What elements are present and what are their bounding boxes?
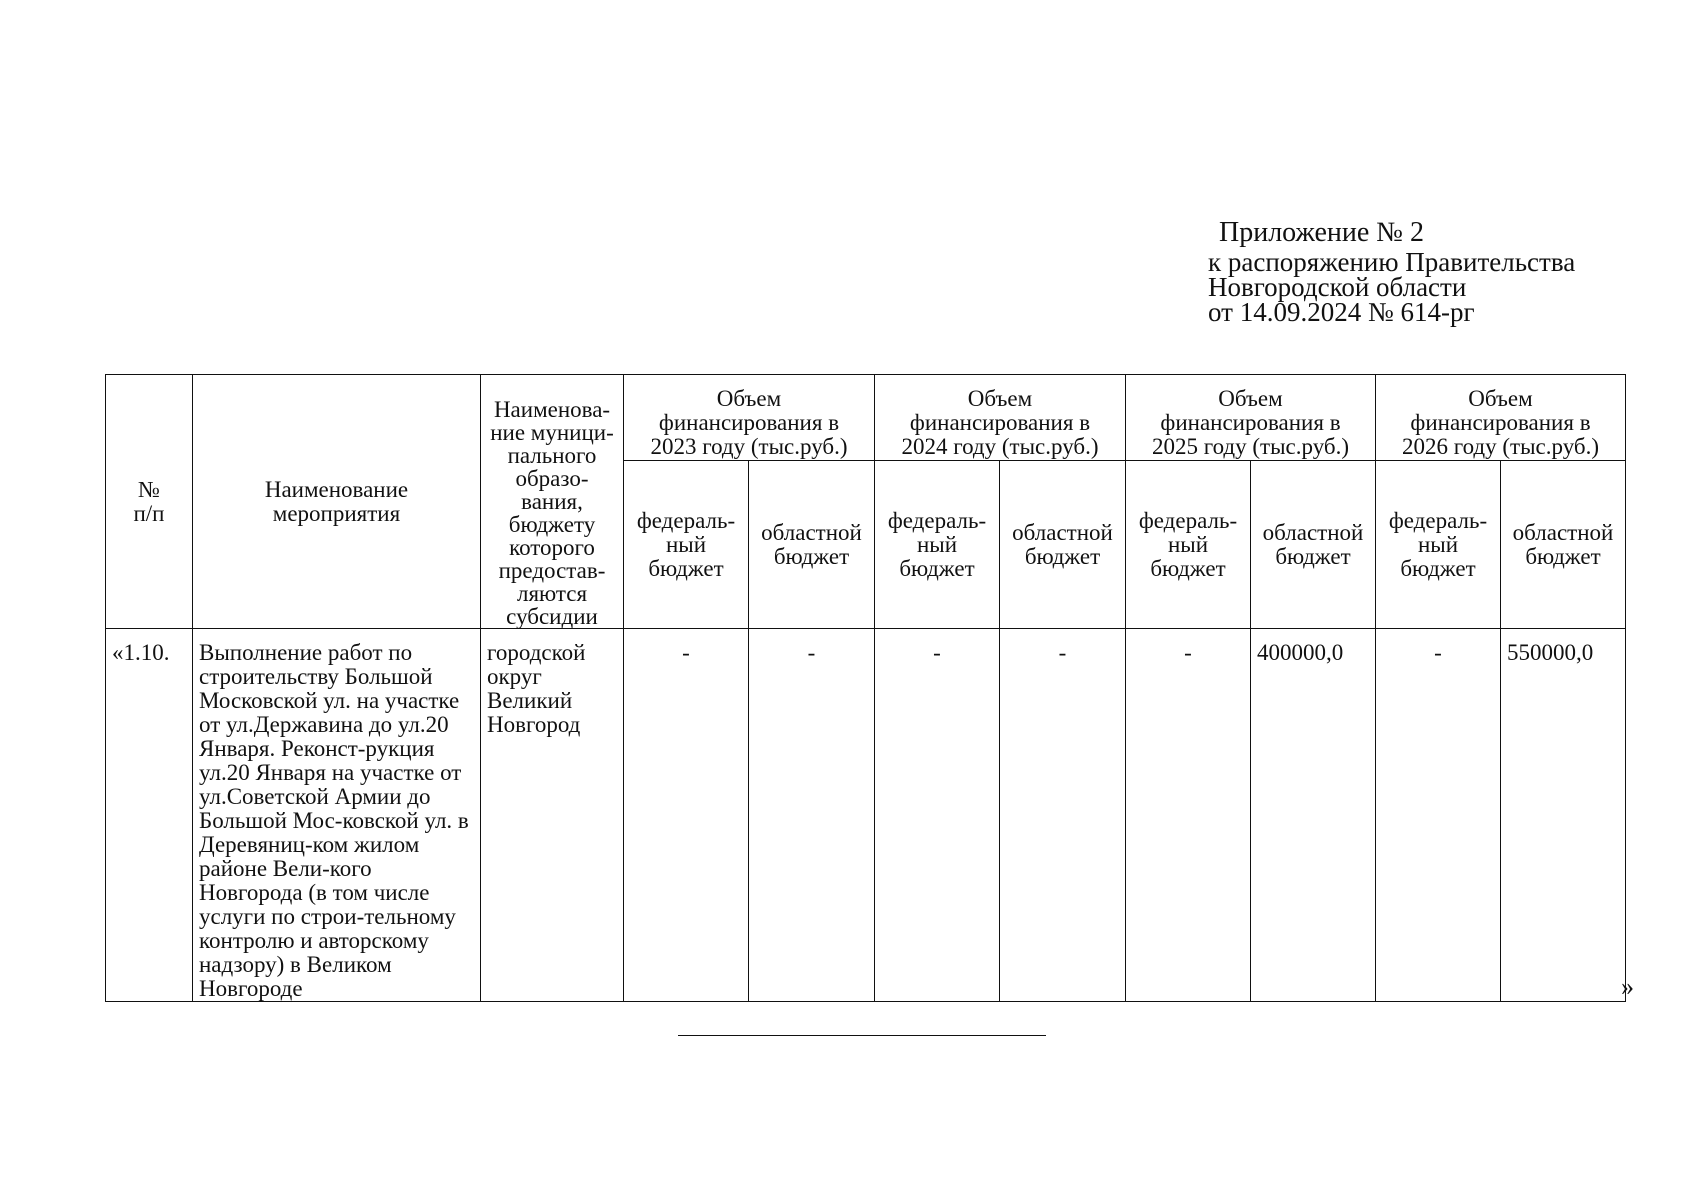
document-reference: к распоряжению Правительства Новгородской области от 14.09.2024 № 614-рг: [1208, 247, 1576, 327]
header-federal-2024: федераль- ный бюджет: [875, 461, 1000, 629]
header-federal-2023: федераль- ный бюджет: [624, 461, 749, 629]
header-year-2023: Объем финансирования в 2023 году (тыс.руб.): [624, 375, 875, 461]
header-number-text: № п/п: [133, 476, 165, 526]
value-federal-2024: -: [875, 629, 1000, 1002]
header-year-2025: Объем финансирования в 2025 году (тыс.руб.): [1126, 375, 1376, 461]
header-number: [106, 375, 193, 629]
header-year-2024: Объем финансирования в 2024 году (тыс.руб.): [875, 375, 1126, 461]
header-federal-2026: федераль- ный бюджет: [1376, 461, 1501, 629]
header-municipality: Наименова- ние муници- пального образо- вания, бюджету которого предостав- ляются субсидии: [481, 375, 624, 629]
value-regional-2026: 550000,0: [1501, 629, 1626, 1002]
closing-quote: »: [1621, 972, 1634, 1001]
row-number: «1.10.: [106, 629, 193, 1002]
appendix-label: Приложение № 2: [1219, 217, 1424, 248]
header-regional-2025: областной бюджет: [1251, 461, 1376, 629]
value-regional-2023: -: [749, 629, 875, 1002]
financing-table: [105, 374, 1626, 1002]
header-regional-2024: областной бюджет: [1000, 461, 1126, 629]
header-event-text: Наименование мероприятия: [264, 476, 409, 526]
header-regional-2023: областной бюджет: [749, 461, 875, 629]
table-row: [106, 629, 1626, 1002]
row-municipality: городской округ Великий Новгород: [481, 629, 624, 1002]
header-year-2026: Объем финансирования в 2026 году (тыс.руб.): [1376, 375, 1626, 461]
value-regional-2024: -: [1000, 629, 1126, 1002]
separator-line: [678, 1035, 1046, 1036]
value-federal-2026: -: [1376, 629, 1501, 1002]
header-federal-2025: федераль- ный бюджет: [1126, 461, 1251, 629]
value-regional-2025: 400000,0: [1251, 629, 1376, 1002]
value-federal-2025: -: [1126, 629, 1251, 1002]
header-event: [193, 375, 481, 629]
header-regional-2026: областной бюджет: [1501, 461, 1626, 629]
row-event: Выполнение работ по строительству Большой Московской ул. на участке от ул.Державина до ул.20 Января. Реконст-рукция ул.20 Января на участке от ул.Советской Армии до Большой Мос-ковской ул. в Деревяниц-ком жилом районе Вели-кого Новгорода (в том числе услуги по строи-тельному контролю и авторскому надзору) в Великом Новгороде: [193, 629, 481, 1002]
value-federal-2023: -: [624, 629, 749, 1002]
